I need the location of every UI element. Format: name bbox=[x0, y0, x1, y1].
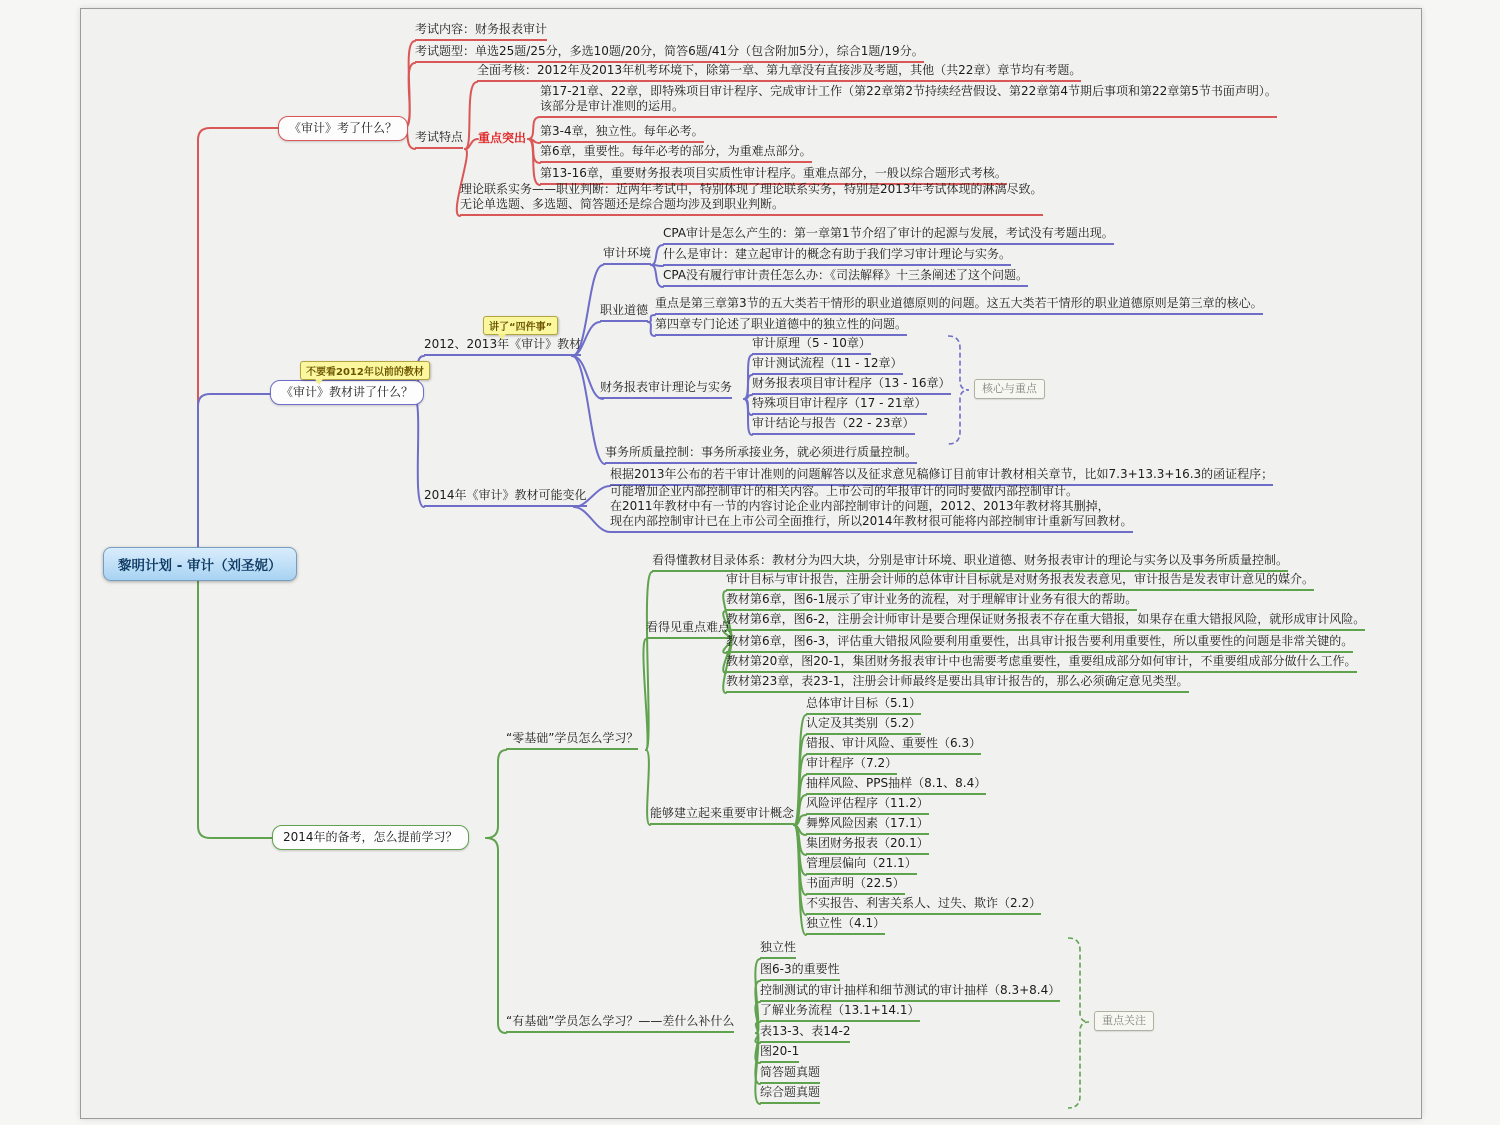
concept-item-assertions[interactable]: 认定及其类别（5.2） bbox=[806, 716, 921, 735]
comprehensive-coverage-item[interactable]: 全面考核：2012年及2013年机考环境下，除第一章、第九章没有直接涉及考题，其他（共22章）章节均有考题。 bbox=[477, 63, 1081, 82]
exp-item-sampling[interactable]: 控制测试的审计抽样和细节测试的审计抽样（8.3+8.4） bbox=[760, 983, 1060, 1002]
focus-item-ch13-16[interactable]: 第13-16章，重要财务报表项目实质性审计程序。重难点部分，一般以综合题形式考核。 bbox=[540, 166, 1007, 185]
highlight-item-goal-report[interactable]: 审计目标与审计报告，注册会计师的总体审计目标就是对财务报表发表意见，审计报告是发表审计意见的媒介。 bbox=[726, 572, 1314, 591]
experienced-topic[interactable]: “有基础”学员怎么学习？——差什么补什么 bbox=[506, 1014, 734, 1033]
concept-item-sampling[interactable]: 抽样风险、PPS抽样（8.1、8.4） bbox=[806, 776, 986, 795]
exp-item-comprehensive[interactable]: 综合题真题 bbox=[760, 1085, 820, 1104]
change-line3: 现在内部控制审计已在上市公司全面推行，所以2014年教材很可能将内部控制审计重新写回教材。 bbox=[610, 514, 1133, 528]
concept-item-management-bias[interactable]: 管理层偏向（21.1） bbox=[806, 856, 917, 875]
focus-item-ch3-4[interactable]: 第3-4章，独立性。每年必考。 bbox=[540, 124, 704, 143]
concept-item-independence[interactable]: 独立性（4.1） bbox=[806, 916, 885, 935]
concept-item-group-fs[interactable]: 集团财务报表（20.1） bbox=[806, 836, 929, 855]
note-four-things[interactable]: 讲了“四件事” bbox=[483, 316, 558, 335]
change-item-standards[interactable]: 根据2013年公布的若干审计准则的问题解答以及征求意见稿修订目前审计教材相关章节，比如7.3+13.3+16.3的函证程序； bbox=[610, 467, 1273, 486]
env-item-liability[interactable]: CPA没有履行审计责任怎么办：《司法解释》十三条阐述了这个问题。 bbox=[663, 268, 1028, 287]
exp-item-short-answer[interactable]: 简答题真题 bbox=[760, 1065, 820, 1084]
exam-features-topic[interactable]: 考试特点 bbox=[415, 130, 463, 149]
focus-item-line2: 该部分是审计准则的运用。 bbox=[540, 99, 685, 113]
professional-ethics-topic[interactable]: 职业道德 bbox=[600, 303, 648, 322]
core-focus-tag: 核心与重点 bbox=[974, 379, 1045, 399]
env-item-what-is-audit[interactable]: 什么是审计：建立起审计的概念有助于我们学习审计理论与实务。 bbox=[663, 247, 1011, 266]
highlight-item-tab23-1[interactable]: 教材第23章，表23-1，注册会计师最终是要出具审计报告的，那么必须确定意见类型。 bbox=[726, 674, 1189, 693]
textbook-2012-2013-topic[interactable]: 2012、2013年《审计》教材 bbox=[424, 337, 581, 356]
core-focus-brace bbox=[948, 336, 969, 444]
branch-textbook-topic[interactable]: 《审计》教材讲了什么？ bbox=[270, 380, 424, 405]
env-item-origin[interactable]: CPA审计是怎么产生的：第一章第1节介绍了审计的起源与发展，考试没有考题出现。 bbox=[663, 226, 1114, 245]
highlight-item-fig6-3[interactable]: 教材第6章，图6-3，评估重大错报风险要利用重要性，出具审计报告要利用重要性，所以重要性的问题是非常关键的。 bbox=[726, 634, 1353, 653]
fs-item-statement-procedures[interactable]: 财务报表项目审计程序（13 - 16章） bbox=[752, 376, 951, 395]
change-item-internal-control[interactable] bbox=[610, 484, 1133, 533]
toc-system-item[interactable]: 看得懂教材目录体系：教材分为四大块，分别是审计环境、职业道德、财务报表审计的理论与实务以及事务所质量控制。 bbox=[652, 553, 1288, 572]
highlight-item-fig20-1[interactable]: 教材第20章，图20-1，集团财务报表审计中也需要考虑重要性，重要组成部分如何审计，不重要组成部分做什么工作。 bbox=[726, 654, 1357, 673]
audit-environment-topic[interactable]: 审计环境 bbox=[603, 246, 651, 265]
theory-practice-line2: 无论单选题、多选题、简答题还是综合题均涉及到职业判断。 bbox=[460, 197, 785, 211]
ethics-item-principles[interactable]: 重点是第三章第3节的五大类若干情形的职业道德原则的问题。这五大类若干情形的职业道德原则是第三章的核心。 bbox=[655, 296, 1263, 315]
change-line2: 在2011年教材中有一节的内容讨论企业内部控制审计的问题，2012、2013年教材将其删掉， bbox=[610, 499, 1110, 513]
exam-content-item[interactable]: 考试内容：财务报表审计 bbox=[415, 22, 547, 41]
exp-item-independence[interactable]: 独立性 bbox=[760, 940, 796, 959]
concept-item-risk-assessment[interactable]: 风险评估程序（11.2） bbox=[806, 796, 929, 815]
concept-item-fraud-risk[interactable]: 舞弊风险因素（17.1） bbox=[806, 816, 929, 835]
key-attention-tag: 重点关注 bbox=[1094, 1011, 1154, 1031]
focus-item-ch6[interactable]: 第6章，重要性。每年必考的部分，为重难点部分。 bbox=[540, 144, 812, 163]
quality-control-item[interactable]: 事务所质量控制：事务所承接业务，就必须进行质量控制。 bbox=[605, 445, 917, 464]
focus-item-ch17-22[interactable] bbox=[540, 84, 1277, 118]
branch-exam-topic[interactable]: 《审计》考了什么？ bbox=[278, 116, 408, 141]
concept-item-overall-goal[interactable]: 总体审计目标（5.1） bbox=[806, 696, 921, 715]
exp-item-business-flow[interactable]: 了解业务流程（13.1+14.1） bbox=[760, 1003, 920, 1022]
focus-item-line1: 第17-21章、22章，即特殊项目审计程序、完成审计工作（第22章第2节持续经营假设、第22章第4节期后事项和第22章第5节书面声明）。 bbox=[540, 84, 1277, 98]
highlight-item-fig6-2[interactable]: 教材第6章，图6-2，注册会计师审计是要合理保证财务报表不存在重大错报，如果存在重大错报风险，就形成审计风险。 bbox=[726, 612, 1365, 631]
zero-basis-topic[interactable]: “零基础”学员怎么学习？ bbox=[506, 731, 638, 750]
change-line1: 可能增加企业内部控制审计的相关内容。上市公司的年报审计的同时要做内部控制审计。 bbox=[610, 484, 1079, 498]
exam-types-item[interactable]: 考试题型：单选25题/25分，多选10题/20分，简答6题/41分（包含附加5分），综合1题/19分。 bbox=[415, 44, 924, 63]
root-topic[interactable]: 黎明计划 - 审计（刘圣妮） bbox=[103, 547, 297, 581]
fs-item-special-procedures[interactable]: 特殊项目审计程序（17 - 21章） bbox=[752, 396, 927, 415]
branch-preparation-topic[interactable]: 2014年的备考，怎么提前学习？ bbox=[272, 825, 469, 850]
concept-item-procedures[interactable]: 审计程序（7.2） bbox=[806, 756, 897, 775]
exp-item-tables[interactable]: 表13-3、表14-2 bbox=[760, 1024, 850, 1043]
theory-practice-item[interactable] bbox=[460, 182, 1043, 216]
fs-item-principles[interactable]: 审计原理（5 - 10章） bbox=[752, 336, 871, 355]
fs-item-conclusion-report[interactable]: 审计结论与报告（22 - 23章） bbox=[752, 416, 915, 435]
key-focus-topic[interactable]: 重点突出 bbox=[478, 131, 527, 145]
exp-item-fig6-3-materiality[interactable]: 图6-3的重要性 bbox=[760, 962, 840, 981]
concept-item-written-representation[interactable]: 书面声明（22.5） bbox=[806, 876, 905, 895]
textbook-2014-topic[interactable]: 2014年《审计》教材可能变化 bbox=[424, 488, 587, 507]
key-concepts-topic[interactable]: 能够建立起来重要审计概念 bbox=[650, 806, 794, 825]
key-difficulties-topic[interactable]: 看得见重点难点 bbox=[646, 620, 730, 639]
fs-audit-theory-topic[interactable]: 财务报表审计理论与实务 bbox=[600, 380, 732, 399]
exp-item-fig20-1[interactable]: 图20-1 bbox=[760, 1044, 799, 1063]
note-old-textbook[interactable]: 不要看2012年以前的教材 bbox=[300, 361, 430, 380]
concept-item-false-report[interactable]: 不实报告、利害关系人、过失、欺诈（2.2） bbox=[806, 896, 1041, 915]
theory-practice-line1: 理论联系实务——职业判断：近两年考试中，特别体现了理论联系实务，特别是2013年考试体现的淋漓尽致。 bbox=[460, 182, 1043, 196]
ethics-item-independence[interactable]: 第四章专门论述了职业道德中的独立性的问题。 bbox=[655, 317, 907, 336]
fs-item-test-flow[interactable]: 审计测试流程（11 - 12章） bbox=[752, 356, 903, 375]
concept-item-misstatement[interactable]: 错报、审计风险、重要性（6.3） bbox=[806, 736, 981, 755]
highlight-item-fig6-1[interactable]: 教材第6章，图6-1展示了审计业务的流程，对于理解审计业务有很大的帮助。 bbox=[726, 592, 1137, 611]
key-attention-brace bbox=[1068, 938, 1089, 1108]
